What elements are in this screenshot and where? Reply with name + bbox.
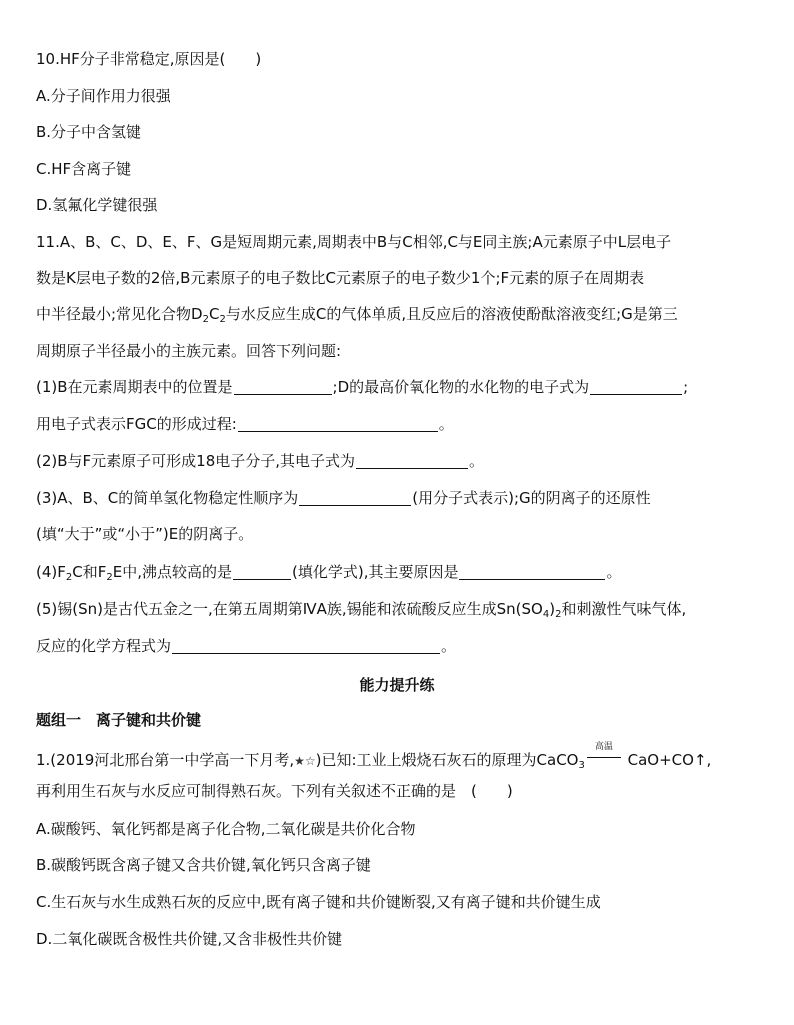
answer-blank[interactable] xyxy=(356,451,468,469)
reaction-arrow-icon xyxy=(585,742,623,765)
difficulty-star-icon: ★☆ xyxy=(294,754,316,768)
q11-part2: (2)B与F元素原子可形成18电子分子,其电子式为 。 xyxy=(36,452,485,470)
q1-option-d: D.二氧化碳既含极性共价键,又含非极性共价键 xyxy=(36,930,343,948)
q11-intro-line4: 周期原子半径最小的主族元素。回答下列问题: xyxy=(36,342,342,360)
q11-part5-line2: 反应的化学方程式为 。 xyxy=(36,637,457,655)
q1-stem-line2: 再利用生石灰与水反应可制得熟石灰。下列有关叙述不正确的是 ( ) xyxy=(36,782,513,800)
q1-option-b: B.碳酸钙既含离子键又含共价键,氧化钙只含离子键 xyxy=(36,856,371,874)
answer-blank[interactable] xyxy=(238,414,438,432)
q11-part3-line1: (3)A、B、C的简单氢化物稳定性顺序为 (用分子式表示);G的阴离子的还原性 xyxy=(36,489,651,507)
q1-stem-line1: 1.(2019河北邢台第一中学高一下月考,★☆)已知:工业上煅烧石灰石的原理为CaCO$_3$ 高温 CaO+CO↑, xyxy=(36,742,712,771)
reaction-condition: 高温 xyxy=(594,742,613,752)
answer-blank[interactable] xyxy=(459,562,605,580)
answer-blank[interactable] xyxy=(590,377,682,395)
q10-stem: 10.HF分子非常稳定,原因是( ) xyxy=(36,50,262,68)
answer-blank[interactable] xyxy=(172,636,440,654)
q10-option-c: C.HF含离子键 xyxy=(36,160,132,178)
answer-blank[interactable] xyxy=(299,488,411,506)
q11-part3-line2: (填“大于”或“小于”)E的阴离子。 xyxy=(36,525,254,543)
answer-blank[interactable] xyxy=(233,562,291,580)
q10-option-a: A.分子间作用力很强 xyxy=(36,87,171,105)
q10-option-b: B.分子中含氢键 xyxy=(36,123,142,141)
q11-part4: $(4)F_2C$和$F_2E$中,沸点较高的是 (填化学式),其主要原因是 。 xyxy=(36,563,622,583)
q10-option-d: D.氢氟化学键很强 xyxy=(36,196,158,214)
q11-part1-line1: (1)B在元素周期表中的位置是 ;D的最高价氧化物的水化物的电子式为 ; xyxy=(36,378,689,396)
q11-intro-line1: 11.A、B、C、D、E、F、G是短周期元素,周期表中B与C相邻,C与E同主族;A元素原子中L层电子 xyxy=(36,233,672,251)
q11-intro-line3: 中半径最小;常见化合物$D_2C_2$与水反应生成C的气体单质,且反应后的溶液使酚酞溶液变红;G是第三 xyxy=(36,305,678,325)
answer-blank[interactable] xyxy=(234,377,332,395)
q11-part1-line2: 用电子式表示FGC的形成过程: 。 xyxy=(36,415,454,433)
q1-option-a: A.碳酸钙、氧化钙都是离子化合物,二氧化碳是共价化合物 xyxy=(36,820,416,838)
q11-intro-line2: 数是K层电子数的2倍,B元素原子的电子数比C元素原子的电子数少1个;F元素的原子在周期表 xyxy=(36,269,645,287)
q1-option-c: C.生石灰与水生成熟石灰的反应中,既有离子键和共价键断裂,又有离子键和共价键生成 xyxy=(36,893,601,911)
section-title: 能力提升练 xyxy=(359,676,435,694)
question-group-title: 题组一 离子键和共价键 xyxy=(36,711,202,729)
q11-part5-line1: (5)锡(Sn)是古代五金之一,在第五周期第ⅣA族,锡能和浓硫酸反应生成$Sn(SO_4)_2$和刺激性气味气体, xyxy=(36,600,687,620)
